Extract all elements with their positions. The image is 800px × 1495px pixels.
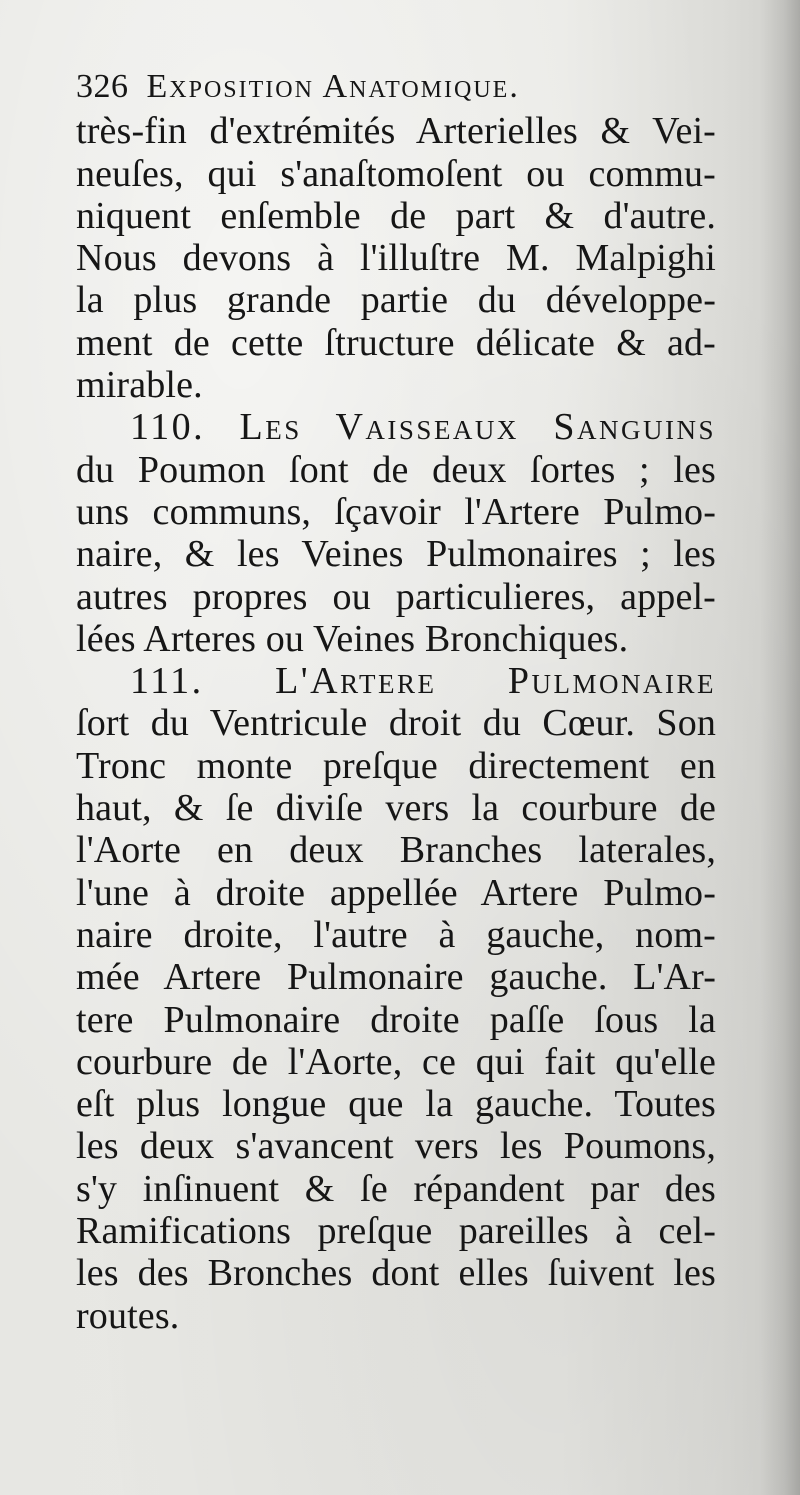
text-line: ment de cette ſtructure délicate & ad- <box>76 321 716 364</box>
text-line: les deux s'avancent vers les Poumons, <box>76 1125 716 1168</box>
text-line: la plus grande partie du développe- <box>76 279 716 322</box>
text-line: l'Aorte en deux Branches laterales, <box>76 829 716 872</box>
text-line: eſt plus longue que la gauche. Toutes <box>76 1083 716 1126</box>
text-line: du Poumon ſont de deux ſortes ; les <box>76 448 716 491</box>
text-line: courbure de l'Aorte, ce qui fait qu'elle <box>76 1040 716 1083</box>
text-line: routes. <box>76 1294 180 1337</box>
text-line: Ramifications preſque pareilles à cel- <box>76 1210 716 1253</box>
text-line: mirable. <box>76 364 203 407</box>
page-text <box>76 66 716 1337</box>
text-line: Nous devons à l'illuſtre M. Malpighi <box>76 237 716 280</box>
text-line: Tronc monte preſque directement en <box>76 744 716 787</box>
text-line: uns communs, ſçavoir l'Artere Pulmo- <box>76 490 716 533</box>
text-line: autres propres ou particulieres, appel- <box>76 575 716 618</box>
text-line: niquent enſemble de part & d'autre. <box>76 194 716 237</box>
text-line: neuſes, qui s'anaſtomoſent ou commu- <box>76 152 716 195</box>
text-line: ſort du Ventricule droit du Cœur. Son <box>76 702 716 745</box>
page-number: 326 <box>76 68 129 105</box>
text-line: tere Pulmonaire droite paſſe ſous la <box>76 998 716 1041</box>
running-header <box>76 66 716 108</box>
section-heading-110: 110. Les Vaisseaux Sanguins <box>130 406 716 449</box>
text-line: l'une à droite appellée Artere Pulmo- <box>76 871 716 914</box>
text-line: naire, & les Veines Pulmonaires ; les <box>76 533 716 576</box>
text-line: les des Bronches dont elles ſuivent les <box>76 1252 716 1295</box>
page-edge-shadow <box>760 0 800 1495</box>
text-line: naire droite, l'autre à gauche, nom- <box>76 913 716 956</box>
text-line: très-fin d'extrémités Arterielles & Vei- <box>76 110 716 153</box>
running-title: Exposition Anatomique. <box>146 68 520 105</box>
section-heading-111: 111. L'Artere Pulmonaire <box>130 660 716 703</box>
text-line: mée Artere Pulmonaire gauche. L'Ar- <box>76 956 716 999</box>
text-line: s'y inſinuent & ſe répandent par des <box>76 1167 716 1210</box>
text-line: haut, & ſe diviſe vers la courbure de <box>76 787 716 830</box>
text-line: lées Arteres ou Veines Bronchiques. <box>76 617 629 660</box>
